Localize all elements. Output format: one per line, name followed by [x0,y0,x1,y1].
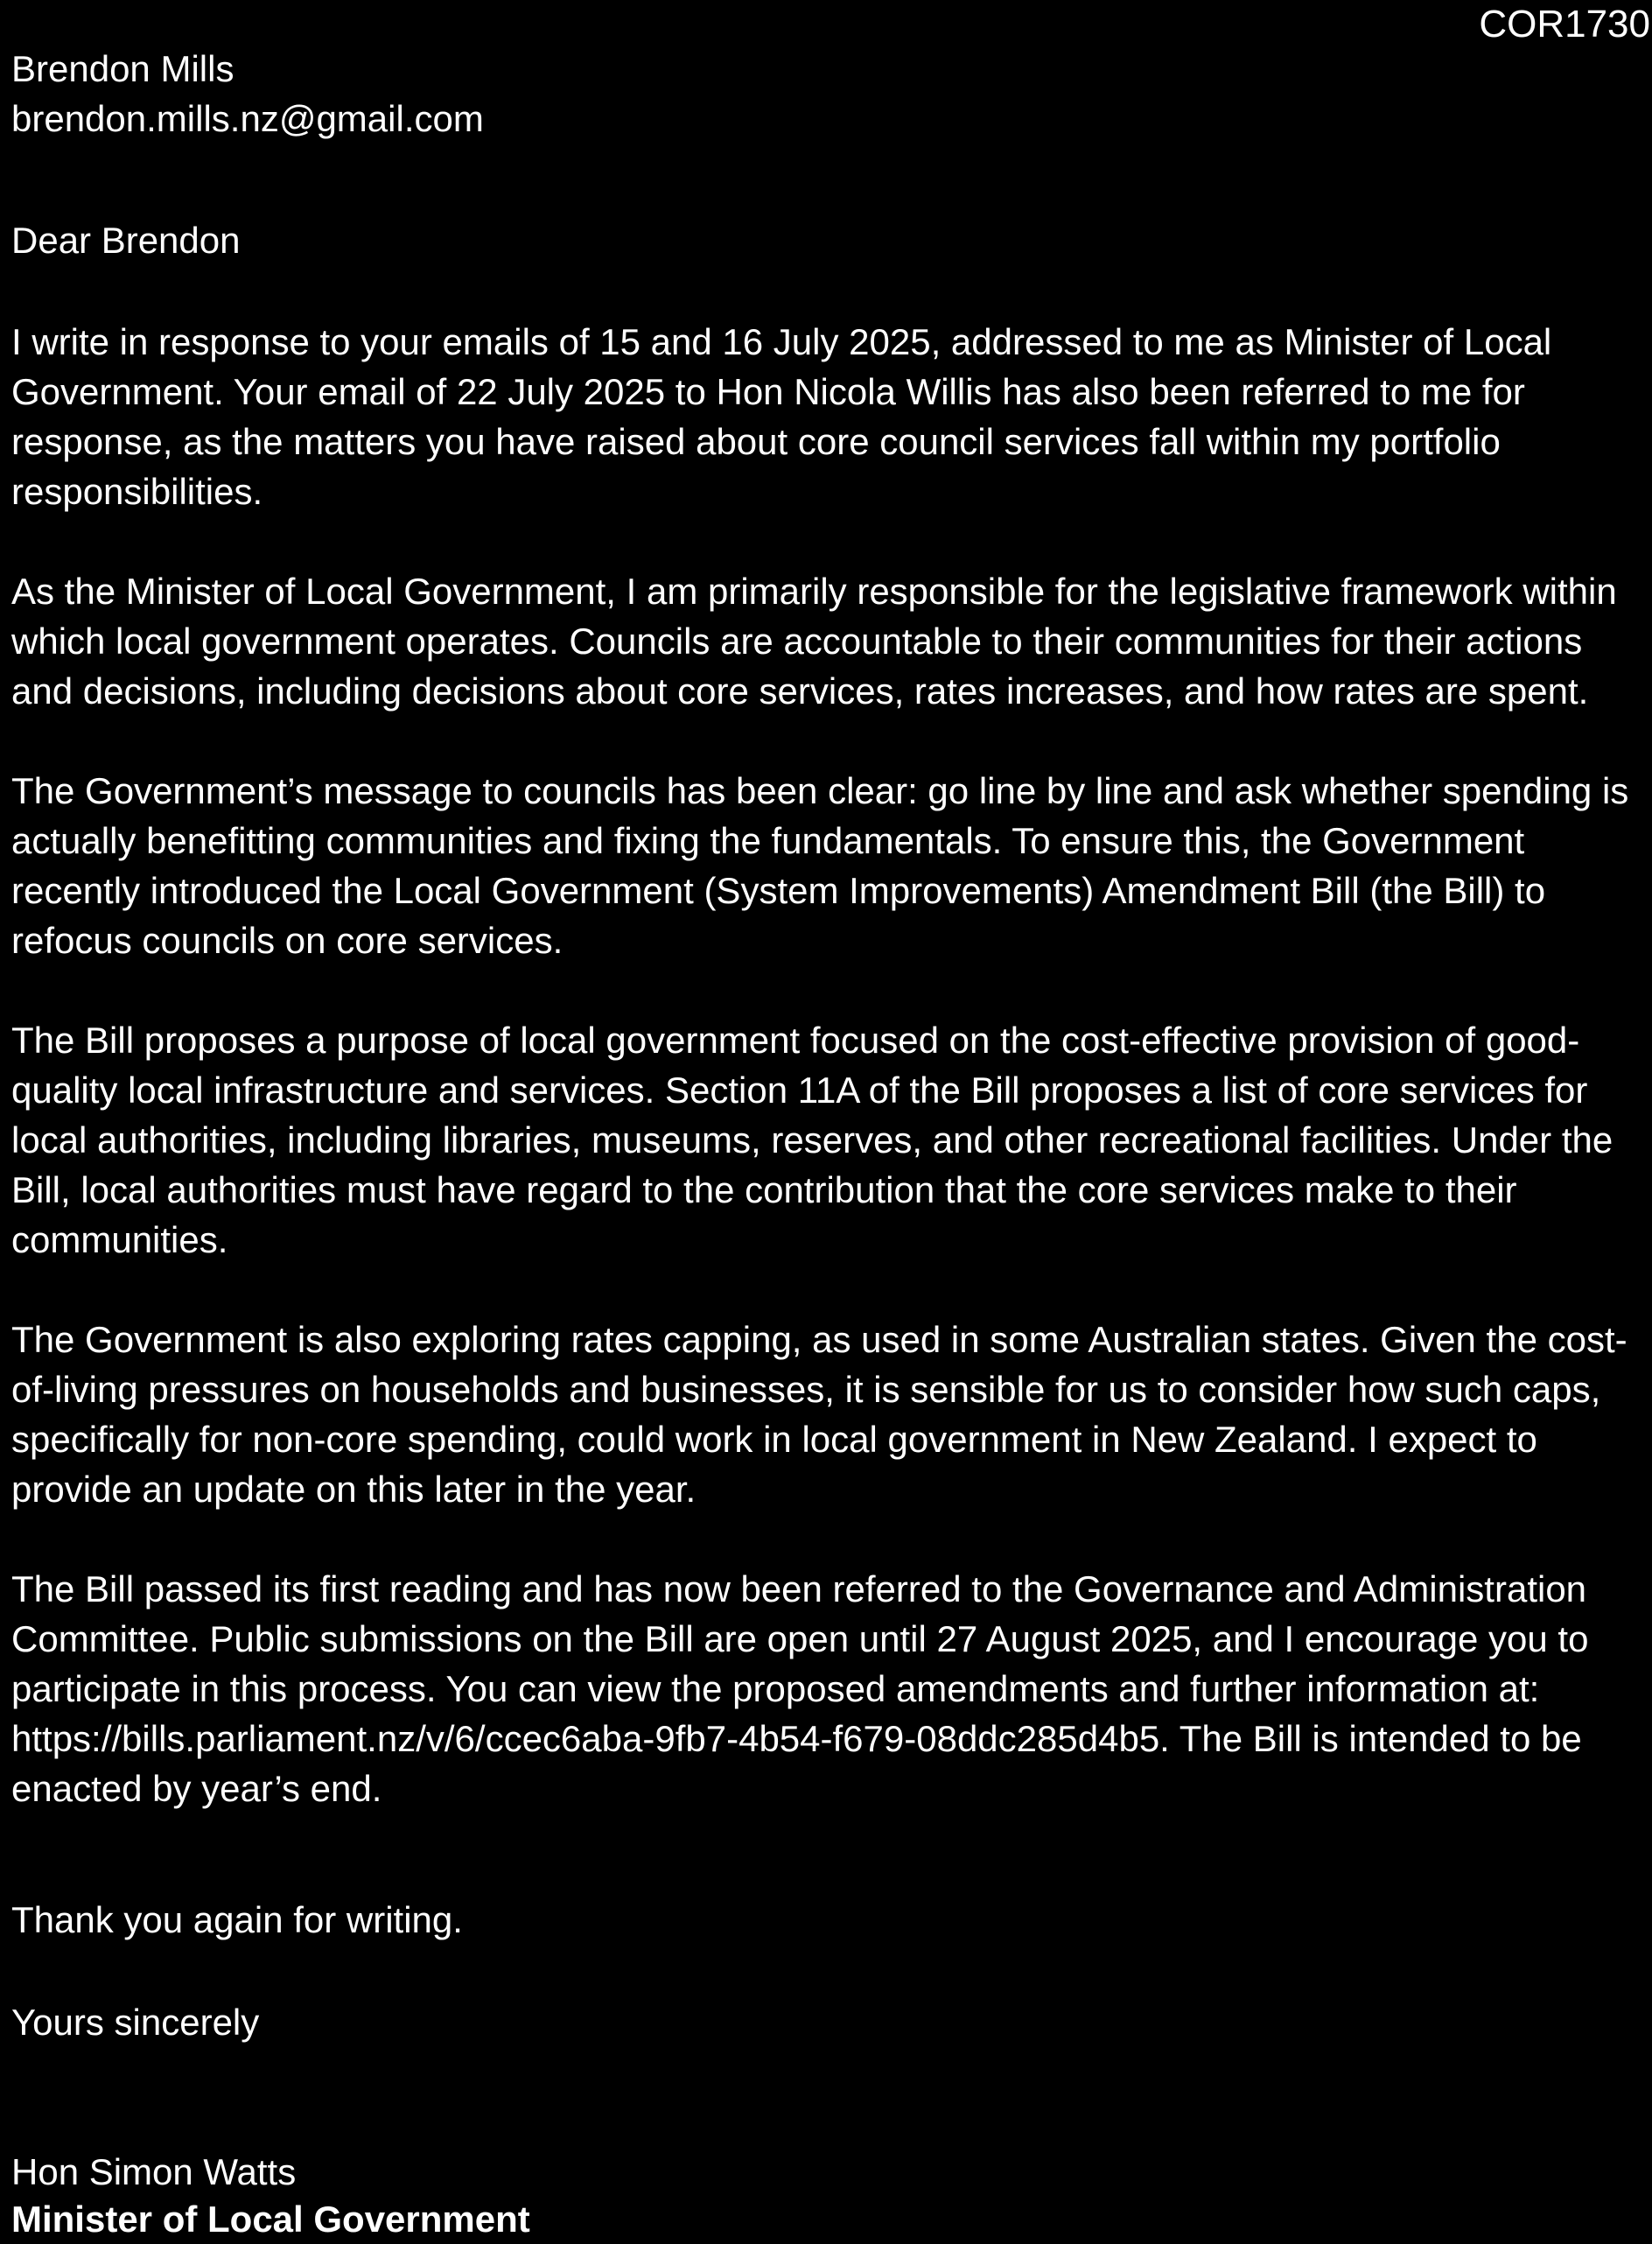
reference-number: COR1730 [1479,3,1650,46]
paragraph-minister-role: As the Minister of Local Government, I am primarily responsible for the legislative framework within which local government operates. Councils are accountable to their communities for their actions and decisions, including decisions about core services, rates increases, and how rates are spent. [11,571,1617,712]
closing-thanks: Thank you again for writing. [11,1899,463,1940]
letter-body [11,44,1649,2047]
paragraph-rates-capping: The Government is also exploring rates capping, as used in some Australian states. Given the cost-of-living pressures on households and businesses, it is sensible for us to consider how such caps, specifically for non-core spending, could work in local government in New Zealand. I expect to provide an update on this later in the year. [11,1319,1628,1510]
recipient-email: brendon.mills.nz@gmail.com [11,98,484,139]
signatory-name: Hon Simon Watts [11,2151,297,2192]
paragraph-bill-submissions: The Bill passed its first reading and has now been referred to the Governance and Administration Committee. Public submissions on the Bill are open until 27 August 2025, and I encourage you to participate in this process. You can view the proposed amendments and further information at: https://bills.parliament.nz/v/6/ccec6aba-9fb7-4b54-f679-08ddc285d4b5. The Bill is intended to be enacted by year’s end. [11,1568,1589,1809]
paragraph-government-message: The Government’s message to councils has been clear: go line by line and ask whether spending is actually benefitting communities and fixing the fundamentals. To ensure this, the Government recently introduced the Local Government (System Improvements) Amendment Bill (the Bill) to refocus councils on core services. [11,770,1629,961]
paragraph-response: I write in response to your emails of 15 and 16 July 2025, addressed to me as Minister of Local Government. Your email of 22 July 2025 to Hon Nicola Willis has also been referred to me for response, as the matters you have raised about core council services fall within my portfolio responsibilities. [11,321,1552,512]
signatory-title: Minister of Local Government [11,2198,530,2240]
salutation: Dear Brendon [11,220,241,261]
recipient-name: Brendon Mills [11,48,234,89]
closing-block [11,1895,1649,2047]
signatory-block [11,2149,530,2243]
recipient-block [11,44,1649,144]
letter-paragraphs [11,317,1649,1813]
paragraph-bill-purpose: The Bill proposes a purpose of local government focused on the cost-effective provision of good-quality local infrastructure and services. Section 11A of the Bill proposes a list of core services for local authorities, including libraries, museums, reserves, and other recreational facilities. Under the Bill, local authorities must have regard to the contribution that the core services make to their communities. [11,1020,1614,1260]
closing-sign-off: Yours sincerely [11,2002,260,2043]
